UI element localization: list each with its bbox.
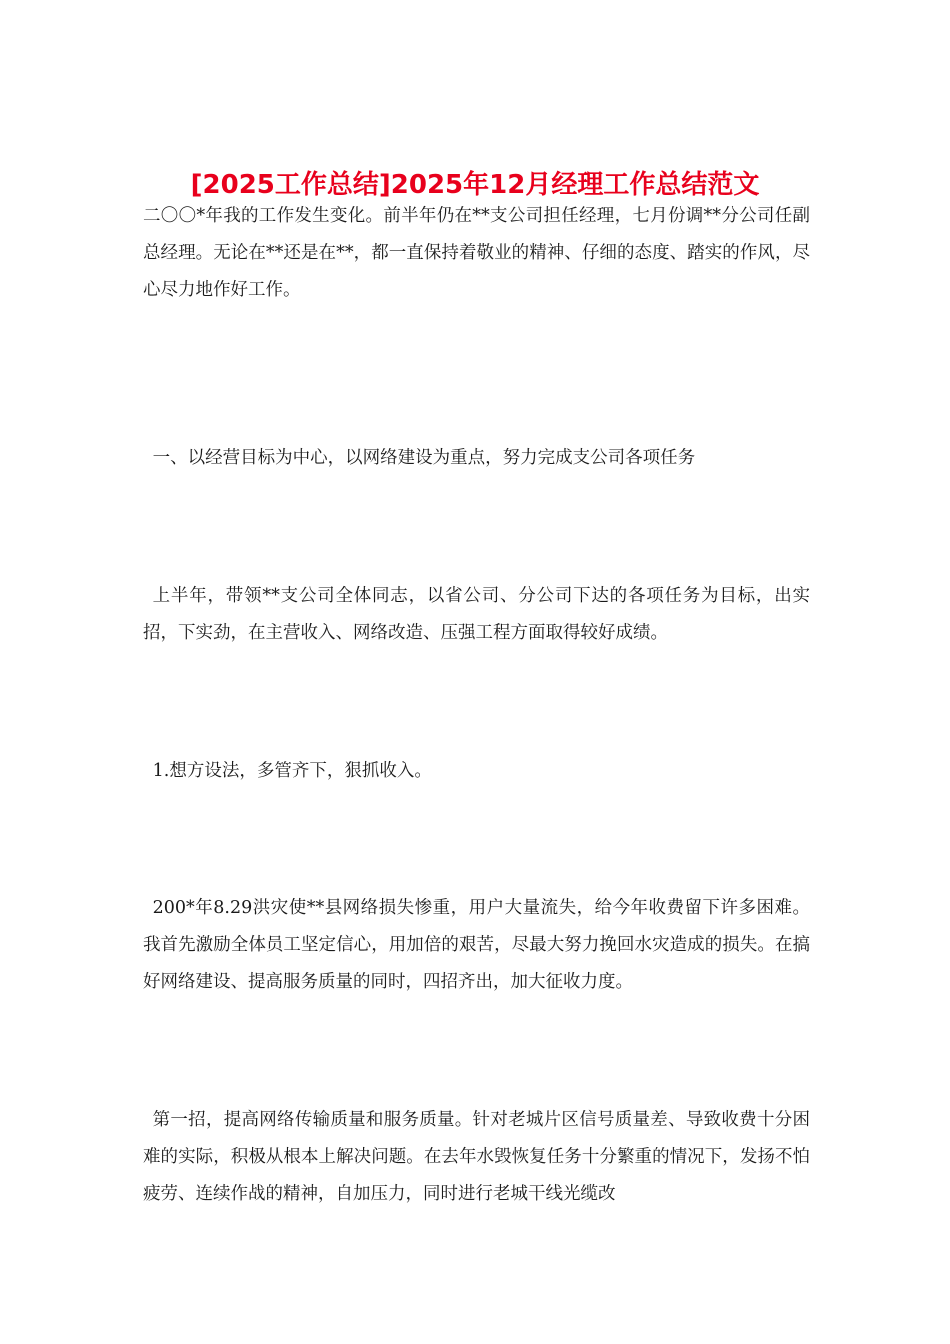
section-heading-1: 一、以经营目标为中心，以网络建设为重点，努力完成支公司各项任务 [152,448,696,468]
paragraph-intro: 二〇〇*年我的工作发生变化。前半年仍在**支公司担任经理，七月份调**分公司任副总经理。无论在**还是在**，都一直保持着敬业的精神、仔细的态度、踏实的作风，尽心尽力地作好工作。 [143,206,810,300]
paragraph-flood-recovery: 200*年8.29洪灾使**县网络损失惨重，用户大量流失，给今年收费留下许多困难。我首先激励全体员工坚定信心，用加倍的艰苦，尽最大努力挽回水灾造成的损失。在搞好网络建设、提高服务质量的同时，四招齐出，加大征收力度。 [143,898,810,992]
subsection-heading-1: 1.想方设法，多管齐下，狠抓收入。 [152,761,432,781]
paragraph-first-measure: 第一招，提高网络传输质量和服务质量。针对老城片区信号质量差、导致收费十分困难的实际，积极从根本上解决问题。在去年水毁恢复任务十分繁重的情况下，发扬不怕疲劳、连续作战的精神，自加压力，同时进行老城干线光缆改 [143,1110,810,1204]
document-title: [2025工作总结]2025年12月经理工作总结范文 [190,170,760,201]
paragraph-first-half-year: 上半年，带领**支公司全体同志，以省公司、分公司下达的各项任务为目标，出实招，下实劲，在主营收入、网络改造、压强工程方面取得较好成绩。 [143,586,810,643]
